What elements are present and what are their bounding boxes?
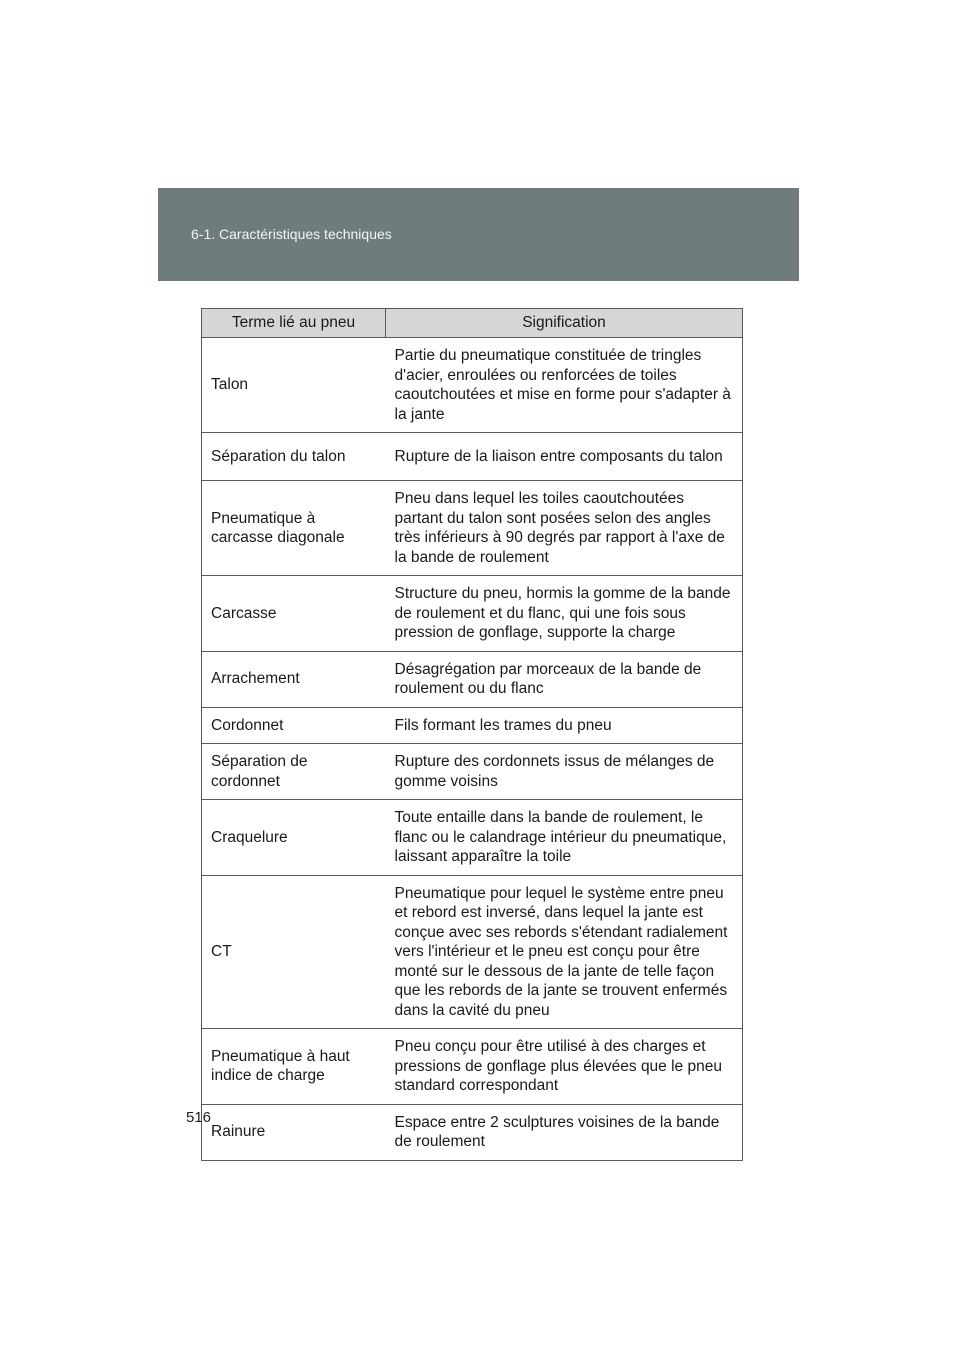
definition-cell: Désagrégation par morceaux de la bande de roulement ou du flanc xyxy=(386,651,743,707)
definition-cell: Pneumatique pour lequel le système entre pneu et rebord est inversé, dans lequel la jante est conçue avec ses rebords s'étendant radialement vers l'intérieur et le pneu est conçu pour être monté sur le dessous de la jante de telle façon que les rebords de la jante se trouvent enfermés dans la cavité du pneu xyxy=(386,875,743,1029)
term-cell: Arrachement xyxy=(202,651,386,707)
definition-cell: Rupture des cordonnets issus de mélanges de gomme voisins xyxy=(386,744,743,800)
definition-cell: Toute entaille dans la bande de roulement, le flanc ou le calandrage intérieur du pneumatique, laissant apparaître la toile xyxy=(386,800,743,876)
table-row xyxy=(202,433,743,481)
table-row xyxy=(202,707,743,744)
term-cell: Séparation du talon xyxy=(202,433,386,481)
term-cell: Cordonnet xyxy=(202,707,386,744)
definition-cell: Pneu conçu pour être utilisé à des charges et pressions de gonflage plus élevées que le pneu standard correspondant xyxy=(386,1029,743,1105)
table-row xyxy=(202,1104,743,1160)
tire-terms-table xyxy=(201,308,743,1161)
column-header-term: Terme lié au pneu xyxy=(202,309,386,338)
table-row xyxy=(202,481,743,576)
table-row xyxy=(202,800,743,876)
definition-cell: Espace entre 2 sculptures voisines de la bande de roulement xyxy=(386,1104,743,1160)
section-header-band xyxy=(158,188,799,281)
column-header-meaning: Signification xyxy=(386,309,743,338)
table-row xyxy=(202,875,743,1029)
definition-cell: Partie du pneumatique constituée de tringles d'acier, enroulées ou renforcées de toiles caoutchoutées et mise en forme pour s'adapter à la jante xyxy=(386,338,743,433)
term-cell: CT xyxy=(202,875,386,1029)
table-header-row xyxy=(202,309,743,338)
definition-cell: Pneu dans lequel les toiles caoutchoutées partant du talon sont posées selon des angles très inférieurs à 90 degrés par rapport à l'axe de la bande de roulement xyxy=(386,481,743,576)
definition-cell: Structure du pneu, hormis la gomme de la bande de roulement et du flanc, qui une fois sous pression de gonflage, supporte la charge xyxy=(386,576,743,652)
section-title: 6-1. Caractéristiques techniques xyxy=(191,226,392,242)
term-cell: Carcasse xyxy=(202,576,386,652)
term-cell: Pneumatique à carcasse diagonale xyxy=(202,481,386,576)
table-row xyxy=(202,576,743,652)
definition-cell: Rupture de la liaison entre composants du talon xyxy=(386,433,743,481)
definition-cell: Fils formant les trames du pneu xyxy=(386,707,743,744)
term-cell: Talon xyxy=(202,338,386,433)
table-row xyxy=(202,338,743,433)
term-cell: Rainure xyxy=(202,1104,386,1160)
page-number: 516 xyxy=(186,1109,212,1126)
table-row xyxy=(202,744,743,800)
term-cell: Craquelure xyxy=(202,800,386,876)
term-cell: Pneumatique à haut indice de charge xyxy=(202,1029,386,1105)
term-cell: Séparation de cordonnet xyxy=(202,744,386,800)
table-row xyxy=(202,651,743,707)
table-row xyxy=(202,1029,743,1105)
